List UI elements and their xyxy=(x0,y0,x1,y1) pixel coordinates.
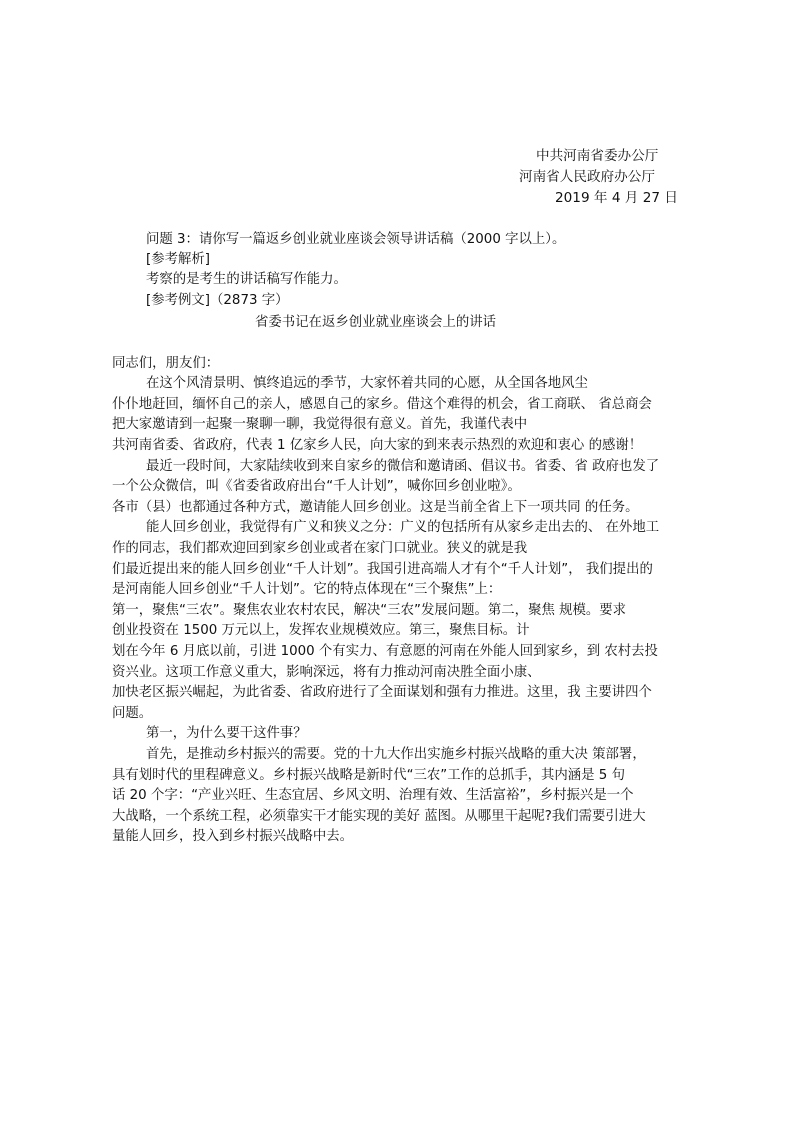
speech-title: 省委书记在返乡创业就业座谈会上的讲话 xyxy=(255,315,497,330)
question-prompt: 问题 3：请你写一篇返乡创业就业座谈会领导讲话稿（2000 字以上）。 xyxy=(146,232,566,247)
speech-line: 量能人回乡，投入到乡村振兴战略中去。 xyxy=(112,829,354,844)
speech-line: 问题。 xyxy=(112,706,153,721)
speech-line: 们最近提出来的能人回乡创业“千人计划”。我国引进高端人才有个“千人计划”， 我们提出的 xyxy=(112,562,653,577)
speech-line: 是河南能人回乡创业“千人计划”。它的特点体现在“三个聚焦”上： xyxy=(112,582,502,597)
analysis-text: 考察的是考生的讲话稿写作能力。 xyxy=(146,272,347,287)
speech-line: 同志们，朋友们： xyxy=(112,356,220,371)
speech-line: 大战略，一个系统工程，必须靠实干才能实现的美好 蓝图。从哪里干起呢?我们需要引进大 xyxy=(112,809,646,824)
speech-line: 加快老区振兴崛起，为此省委、省政府进行了全面谋划和强有力推进。这里，我 主要讲四个 xyxy=(112,685,652,700)
speech-line: 最近一段时间，大家陆续收到来自家乡的微信和邀请函、倡议书。省委、省 政府也发了 xyxy=(146,459,660,474)
speech-line: 能人回乡创业，我觉得有广义和狭义之分：广义的包括所有从家乡走出去的、 在外地工 xyxy=(146,520,660,535)
signature-org-government: 河南省人民政府办公厅 xyxy=(519,169,655,185)
speech-line: 第一，聚焦“三农”。聚焦农业农村农民，解决“三农”发展问题。第二，聚焦 规模。要求 xyxy=(112,603,627,618)
speech-line: 各市（县）也都通过各种方式，邀请能人回乡创业。这是当前全省上下一项共同 的任务。 xyxy=(112,500,639,515)
speech-line: 首先，是推动乡村振兴的需要。党的十九大作出实施乡村振兴战略的重大决 策部署， xyxy=(146,747,646,762)
speech-line: 仆仆地赶回，缅怀自己的亲人，感恩自己的家乡。借这个难得的机会，省工商联、 省总商会 xyxy=(112,397,652,412)
speech-line: 资兴业。这项工作意义重大，影响深远，将有力推动河南决胜全面小康、 xyxy=(112,665,541,680)
section-heading: 第一，为什么要干这件事？ xyxy=(146,726,307,741)
analysis-label: [参考解析] xyxy=(146,252,211,267)
speech-line: 在这个风清景明、慎终追远的季节，大家怀着共同的心愿，从全国各地风尘 xyxy=(146,376,588,391)
speech-line: 共河南省委、省政府，代表 1 亿家乡人民，向大家的到来表示热烈的欢迎和衷心 的感谢！ xyxy=(112,438,643,453)
example-label: [参考例文]（2873 字） xyxy=(146,293,289,308)
speech-line: 创业投资在 1500 万元以上，发挥农业规模效应。第三，聚焦目标。计 xyxy=(112,623,530,638)
signature-date: 2019 年 4 月 27 日 xyxy=(555,190,678,206)
signature-org-party: 中共河南省委办公厅 xyxy=(536,148,659,164)
speech-line: 划在今年 6 月底以前，引进 1000 个有实力、有意愿的河南在外能人回到家乡，到 农村去投 xyxy=(112,644,658,659)
speech-line: 具有划时代的里程碑意义。乡村振兴战略是新时代“三农”工作的总抓手，其内涵是 5 句 xyxy=(112,768,625,783)
speech-line: 话 20 个字：“产业兴旺、生态宜居、乡风文明、治理有效、生活富裕”，乡村振兴是一个 xyxy=(112,788,634,803)
speech-line: 作的同志，我们都欢迎回到家乡创业或者在家门口就业。狭义的就是我 xyxy=(112,541,528,556)
speech-line: 把大家邀请到一起聚一聚聊一聊，我觉得很有意义。首先，我谨代表中 xyxy=(112,417,528,432)
speech-line: 一个公众微信，叫《省委省政府出台“千人计划”，喊你回乡创业啦》。 xyxy=(112,479,521,494)
